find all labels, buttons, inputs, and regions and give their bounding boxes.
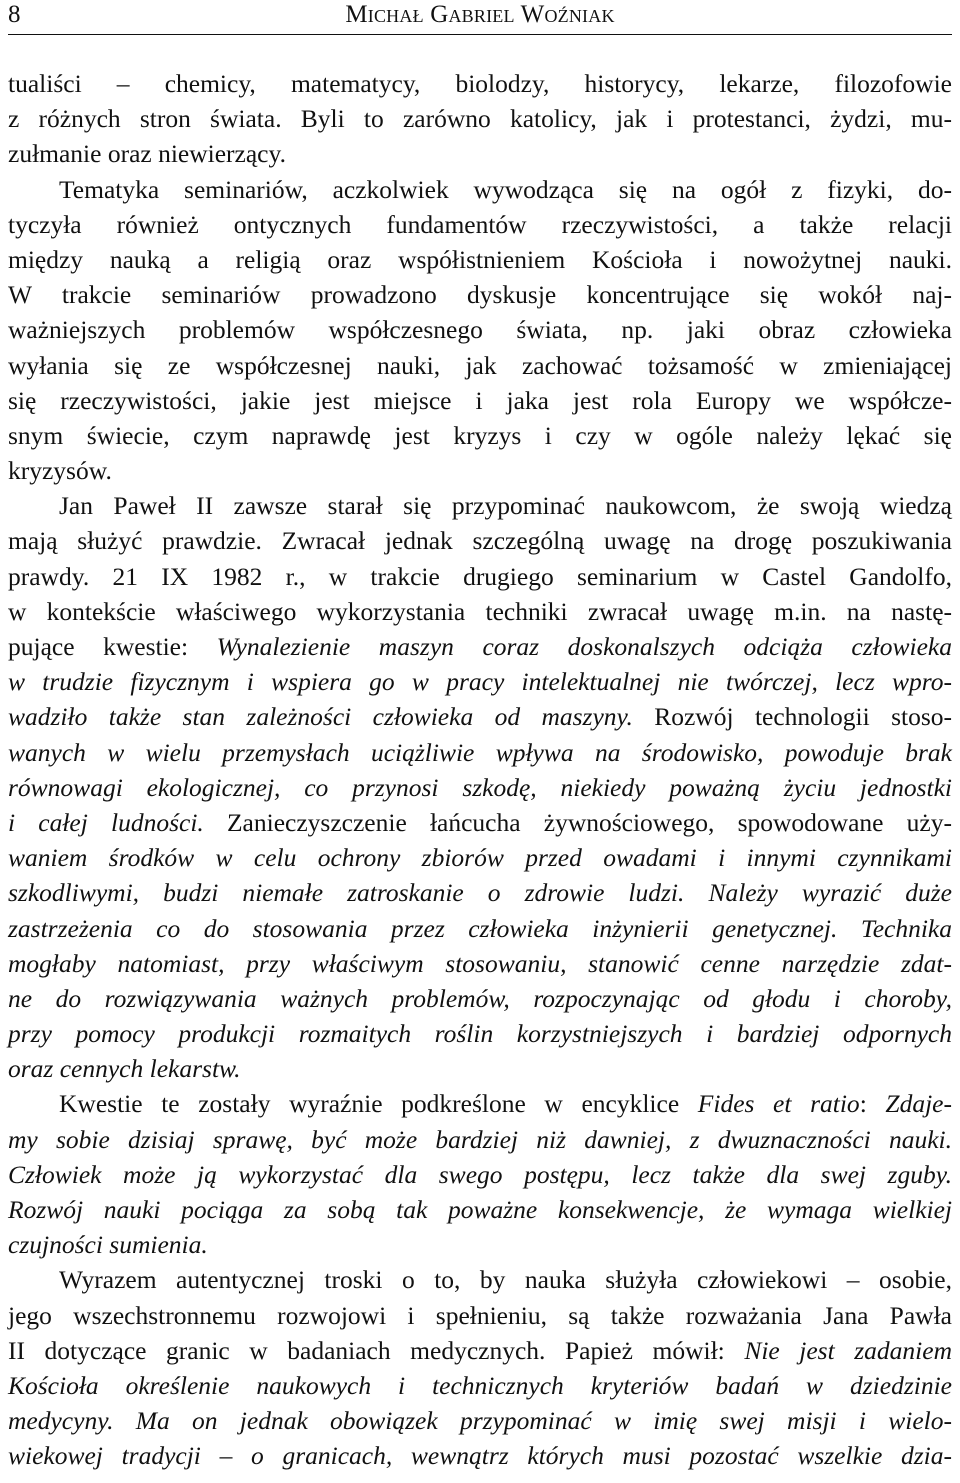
text-line: [8, 1227, 952, 1262]
roman-text: wyłania się ze współczesnej nauki, jak zachować tożsamość w zmieniającej: [8, 350, 952, 380]
roman-text: Kwestie te zostały wyraźnie podkreślone w encyklice: [59, 1089, 698, 1119]
italic-text: Należy wyrazić duże: [708, 878, 952, 908]
running-head: [8, 0, 952, 34]
roman-text: prawdy. 21 IX 1982 r., w trakcie drugiego seminarium w Castel Gandolfo,: [8, 561, 952, 591]
italic-text: Zdaje-: [885, 1089, 952, 1119]
text-line: [8, 1403, 952, 1438]
roman-text: w kontekście właściwego wykorzystania techniki zwracał uwagę m.in. na nastę-: [8, 596, 952, 626]
roman-text: pujące kwestie:: [8, 632, 217, 661]
italic-text: przy pomocy produkcji rozmaitych roślin korzystniejszych i bardziej odpornych: [8, 1019, 952, 1049]
text-line: [8, 523, 952, 558]
italic-text: Technika: [860, 913, 952, 943]
roman-text: zułmanie oraz niewierzący.: [8, 139, 286, 169]
header-rule: [8, 34, 952, 35]
roman-text: ważniejszych problemów współczesnego świata, np. jaki obraz człowieka: [8, 315, 952, 345]
text-line: [8, 312, 952, 347]
text-line: [8, 735, 952, 770]
text-line: [8, 875, 952, 910]
text-line: [8, 488, 952, 523]
text-line: [8, 946, 952, 981]
italic-text: zastrzeżenia co do stosowania przez człowieka inżynierii genetycznej.: [8, 913, 861, 943]
text-line: [8, 383, 952, 418]
roman-text: z różnych stron świata. Byli to zarówno katolicy, jak i protestanci, żydzi, mu-: [8, 104, 952, 134]
text-line: [8, 348, 952, 383]
roman-text: II dotyczące granic w badaniach medycznych. Papież mówił:: [8, 1335, 745, 1365]
roman-text: mają służyć prawdzie. Zwracał jednak szczególną uwagę na drogę poszukiwania: [8, 526, 952, 556]
text-line: [8, 1368, 952, 1403]
text-line: [8, 770, 952, 805]
italic-text: równowagi ekologicznej, co przynosi szkodę, niekiedy poważną życiu jednostki: [8, 772, 952, 802]
text-line: [8, 1192, 952, 1227]
text-line: [8, 1438, 952, 1473]
text-line: [8, 1157, 952, 1192]
text-line: [8, 242, 952, 277]
italic-text: wadziło także stan zależności człowieka od maszyny.: [8, 702, 655, 732]
text-line: [8, 981, 952, 1016]
page-number: 8: [8, 1, 21, 28]
running-title: Michał Gabriel Woźniak: [345, 1, 615, 28]
text-line: [8, 136, 952, 171]
italic-text: Człowiek może ją wykorzystać dla swego postępu, lecz także dla swej zguby.: [8, 1159, 952, 1189]
roman-text: tyczyła również ontycznych fundamentów rzeczywistości, a także relacji: [8, 209, 952, 239]
text-line: [8, 1298, 952, 1333]
italic-text: mogłaby natomiast, przy właściwym stosowaniu, stanowić cenne narzędzie zdat-: [8, 948, 952, 978]
italic-text: w trudzie fizycznym i wspiera go w pracy intelektualnej nie twórczej, lecz wpro-: [8, 667, 952, 697]
italic-text: Rozwój nauki pociąga za sobą tak poważne konsekwencje, że wymaga wielkiej: [8, 1195, 952, 1224]
roman-text: między nauką a religią oraz współistnieniem Kościoła i nowożytnej nauki.: [8, 244, 952, 274]
italic-text: szkodliwymi, budzi niemałe zatroskanie o zdrowie ludzi.: [8, 878, 709, 908]
italic-text: czujności sumienia.: [8, 1230, 208, 1260]
text-line: [8, 66, 952, 101]
text-line: [8, 101, 952, 136]
text-line: [8, 699, 952, 734]
text-line: [8, 1122, 952, 1157]
text-line: [8, 559, 952, 594]
roman-text: Wyrazem autentycznej troski o to, by nauka służyła człowiekowi – osobie,: [59, 1265, 952, 1295]
italic-text: Kościoła określenie naukowych i technicznych kryteriów badań w dziedzinie: [8, 1370, 952, 1400]
roman-text: kryzysów.: [8, 456, 112, 486]
roman-text: Jan Paweł II zawsze starał się przypominać naukowcom, że swoją wiedzą: [59, 491, 952, 521]
body-text: [8, 66, 952, 1474]
text-line: [8, 1262, 952, 1297]
italic-text: Nie jest zadaniem: [744, 1335, 952, 1365]
italic-text: medycyny. Ma on jednak obowiązek przypominać w imię swej misji i wielo-: [8, 1406, 952, 1436]
italic-text: waniem środków w celu ochrony zbiorów przed owadami i innymi czynnikami: [8, 843, 952, 873]
text-line: [8, 277, 952, 312]
italic-text: Fides et ratio: [697, 1089, 860, 1119]
text-line: [8, 418, 952, 453]
text-line: [8, 453, 952, 488]
roman-text: :: [859, 1089, 886, 1119]
italic-text: ne do rozwiązywania ważnych problemów, rozpoczynając od głodu i choroby,: [8, 983, 952, 1013]
italic-text: i całej ludności.: [8, 807, 227, 837]
text-line: [8, 207, 952, 242]
text-line: [8, 629, 952, 664]
roman-text: Tematyka seminariów, aczkolwiek wywodząca się na ogół z fizyki, do-: [59, 174, 952, 204]
italic-text: oraz cennych lekarstw.: [8, 1054, 241, 1084]
text-line: [8, 172, 952, 207]
roman-text: jego wszechstronnemu rozwojowi i spełnieniu, są także rozważania Jana Pawła: [8, 1300, 952, 1330]
text-line: [8, 1016, 952, 1051]
text-line: [8, 911, 952, 946]
text-line: [8, 1333, 952, 1368]
roman-text: snym świecie, czym naprawdę jest kryzys i czy w ogóle należy lękać się: [8, 420, 952, 450]
roman-text: W trakcie seminariów prowadzono dyskusje koncentrujące się wokół naj-: [8, 280, 952, 310]
roman-text: się rzeczywistości, jakie jest miejsce i jaka jest rola Europy we współcze-: [8, 385, 952, 415]
italic-text: wanych w wielu przemysłach uciążliwie wpływa na środowisko, powoduje brak: [8, 737, 952, 767]
roman-text: tualiści – chemicy, matematycy, biolodzy, historycy, lekarze, filozofowie: [8, 69, 952, 98]
italic-text: my sobie dzisiaj sprawę, być może bardziej niż dawniej, z dwuznaczności nauki.: [8, 1124, 952, 1154]
italic-text: Wynalezienie maszyn coraz doskonalszych odciąża człowieka: [216, 632, 952, 661]
text-line: [8, 664, 952, 699]
italic-text: wiekowej tradycji – o granicach, wewnątrz których musi pozostać wszelkie dzia-: [8, 1441, 952, 1471]
text-line: [8, 1051, 952, 1086]
text-line: [8, 1086, 952, 1121]
roman-text: Rozwój technologii stoso-: [654, 702, 952, 732]
roman-text: Zanieczyszczenie łańcucha żywnościowego, spowodowane uży-: [226, 807, 952, 837]
text-line: [8, 594, 952, 629]
text-line: [8, 840, 952, 875]
text-line: [8, 805, 952, 840]
